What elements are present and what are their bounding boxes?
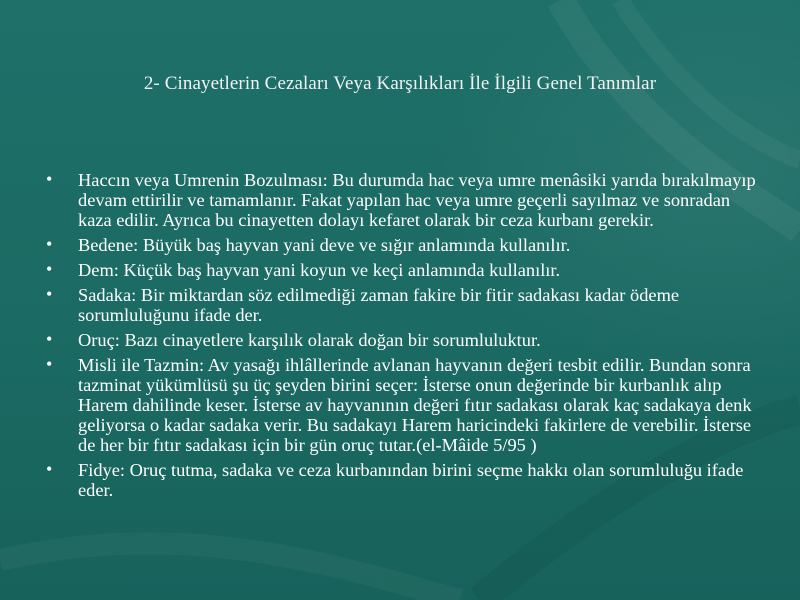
bullet-text: Dem: Küçük baş hayvan yani koyun ve keçi anlamında kullanılır. (78, 260, 561, 280)
bullet-icon: • (46, 234, 53, 254)
bullet-item-sadaka (46, 285, 758, 325)
bullet-icon: • (46, 329, 53, 349)
bullet-item-oruc (46, 330, 758, 350)
bullet-item-bedene (46, 235, 758, 255)
bullet-text: Oruç: Bazı cinayetlere karşılık olarak doğan bir sorumluluktur. (78, 330, 541, 350)
bullet-icon: • (46, 259, 53, 279)
bullet-text: Bedene: Büyük baş hayvan yani deve ve sığır anlamında kullanılır. (78, 235, 571, 255)
bullet-icon: • (46, 284, 53, 304)
wave-curve-4 (0, 543, 460, 600)
bullet-text: Fidye: Oruç tutma, sadaka ve ceza kurbanından birini seçme hakkı olan sorumluluğu ifade eder. (78, 460, 744, 500)
bullet-icon: • (46, 354, 53, 374)
bullet-item-fidye (46, 460, 758, 500)
bullet-item-dem (46, 260, 758, 280)
bullet-item-hac-umre (46, 170, 758, 230)
bullet-item-misli-ile-tazmin (46, 355, 758, 455)
bullet-icon: • (46, 459, 53, 479)
bullet-text: Sadaka: Bir miktardan söz edilmediği zaman fakire bir fitir sadakası kadar ödeme sorumluluğunu ifade der. (78, 285, 680, 325)
slide-title: 2- Cinayetlerin Cezaları Veya Karşılıkları İle İlgili Genel Tanımlar (143, 73, 657, 94)
bullet-list (46, 170, 758, 505)
bullet-text: Haccın veya Umrenin Bozulması: Bu durumda hac veya umre menâsiki yarıda bırakılmayıp devam ettirilir ve tamamlanır. Fakat yapılan hac veya umre geçerli sayılmaz ve sonradan kaza edilir. Ayrıca bu cinayetten dolayı kefaret olarak bir ceza kurbanı gerekir. (78, 170, 756, 230)
bullet-icon: • (46, 169, 53, 189)
bullet-text: Misli ile Tazmin: Av yasağı ihlâllerinde avlanan hayvanın değeri tesbit edilir. Bundan sonra tazminat yükümlüsü şu üç şeyden birini seçer: İsterse onun değerinde bir kurbanlık alıp Harem dahilinde keser. İsterse av hayvanının değeri fıtır sadakası olarak kaç sadakaya denk geliyorsa o kadar sadaka verir. Bu sadakayı Harem haricindeki fakirlere de verebilir. İsterse de her bir fıtır sadakası için bir gün oruç tutar.(el-Mâide 5/95 ) (78, 355, 752, 455)
